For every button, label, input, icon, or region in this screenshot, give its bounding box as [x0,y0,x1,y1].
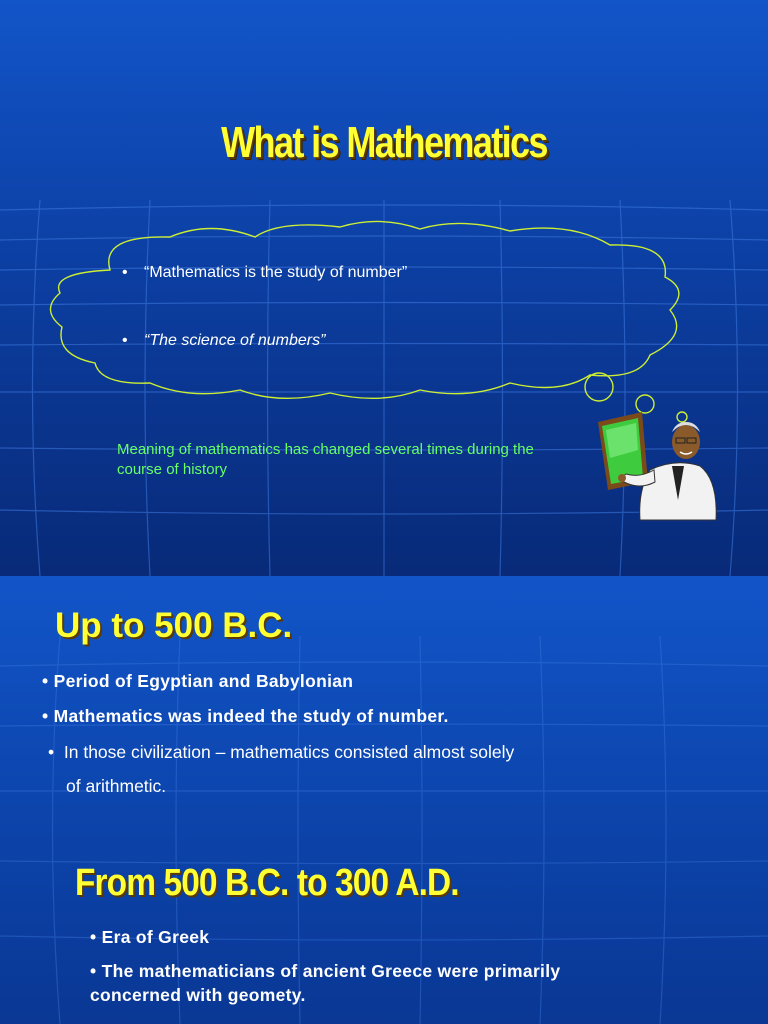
professor-pointing-icon [580,370,730,530]
section-title-500bc-to-300ad: From 500 B.C. to 300 A.D. [75,862,459,904]
section-title-up-to-500bc: Up to 500 B.C. [55,606,293,645]
list-item: • Period of Egyptian and Babylonian [42,671,354,691]
list-item: • In those civilization – mathematics consisted almost solely [48,742,515,762]
list-item: • Era of Greek [90,927,210,947]
list-item-continuation: of arithmetic. [66,776,167,796]
list-item-continuation: concerned with geomety. [90,985,306,1005]
list-item: • Mathematics was indeed the study of number. [42,706,449,726]
slide-title: What is Mathematics [221,118,547,167]
history-note: Meaning of mathematics has changed several times during the course of history [117,441,534,478]
slide-history-periods [0,576,768,1024]
list-item: • The mathematicians of ancient Greece were primarily [90,961,561,981]
bullet-science-of-numbers: • “The science of numbers” [122,332,326,349]
bullet-study-of-number: • “Mathematics is the study of number” [122,264,408,281]
